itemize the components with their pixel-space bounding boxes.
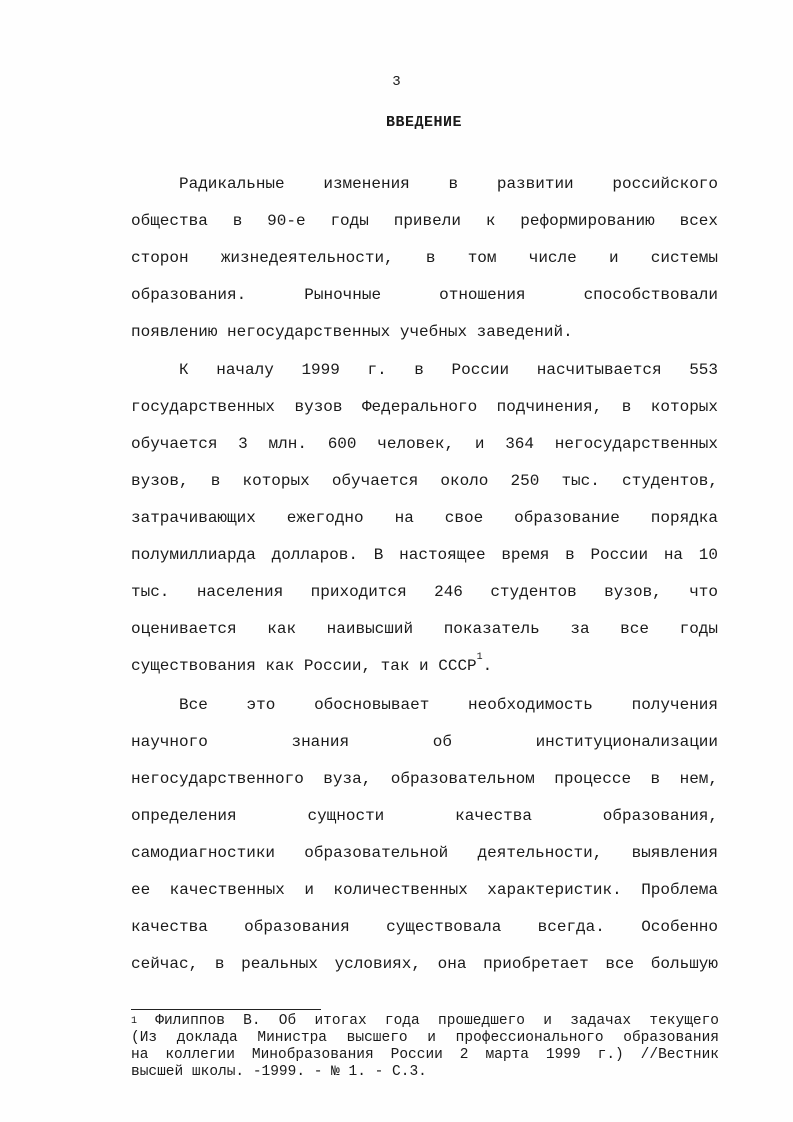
footnote — [131, 1013, 719, 1081]
text-line: сейчас, в реальных условиях, она приобретает все большую — [131, 955, 718, 973]
footnote-line: на коллегии Минобразования России 2 марта 1999 г.) //Вестник — [131, 1047, 719, 1063]
text-line: появлению негосударственных учебных заведений. — [131, 323, 573, 341]
page-title: ВВЕДЕНИЕ — [385, 114, 462, 131]
footnote-mark: 1 — [131, 1016, 138, 1027]
text-line: тыс. населения приходится 246 студентов вузов, что — [131, 583, 718, 601]
text-line: обучается 3 млн. 600 человек, и 364 негосударственных — [131, 435, 718, 453]
page-number: 3 — [392, 74, 401, 90]
text-line: Все это обосновывает необходимость получения — [179, 696, 718, 714]
text-line: ее качественных и количественных характеристик. Проблема — [131, 881, 718, 899]
text-line: К началу 1999 г. в России насчитывается 553 — [179, 361, 718, 379]
sentence-end: . — [482, 657, 493, 675]
text-line: Радикальные изменения в развитии российского — [179, 175, 718, 193]
text-line: негосударственного вуза, образовательном процессе в нем, — [131, 770, 718, 788]
text-line: определения сущности качества образования, — [131, 807, 718, 825]
text-line: сторон жизнедеятельности, в том числе и системы — [131, 249, 718, 267]
footnote-reference[interactable]: 1 — [476, 652, 483, 663]
paragraph-2 — [131, 357, 718, 690]
text-line: общества в 90-е годы привели к реформированию всех — [131, 212, 718, 230]
footnote-text: Филиппов В. Об итогах года прошедшего и задачах текущего — [155, 1013, 720, 1029]
text-line: вузов, в которых обучается около 250 тыс. студентов, — [131, 472, 718, 490]
text-line: качества образования существовала всегда. Особенно — [131, 918, 718, 936]
text-line: затрачивающих ежегодно на свое образование порядка — [131, 509, 718, 527]
footnote-line: высшей школы. -1999. - № 1. - С.3. — [131, 1064, 427, 1080]
text-line: образования. Рыночные отношения способствовали — [131, 286, 718, 304]
footnote-line: (Из доклада Министра высшего и профессионального образования — [131, 1030, 719, 1046]
text-line: научного знания об институционализации — [131, 733, 718, 751]
text-line: оценивается как наивысший показатель за все годы — [131, 620, 718, 638]
text-line: полумиллиарда долларов. В настоящее время в России на 10 — [131, 546, 718, 564]
paragraph-3 — [131, 692, 718, 988]
text-line-last — [131, 653, 718, 690]
text-line: самодиагностики образовательной деятельности, выявления — [131, 844, 718, 862]
paragraph-1 — [131, 171, 718, 356]
footnote-line — [131, 1013, 719, 1030]
footnote-divider — [131, 1009, 321, 1010]
text-line: государственных вузов Федерального подчинения, в которых — [131, 398, 718, 416]
text-line: существования как России, так и СССР — [131, 657, 477, 675]
